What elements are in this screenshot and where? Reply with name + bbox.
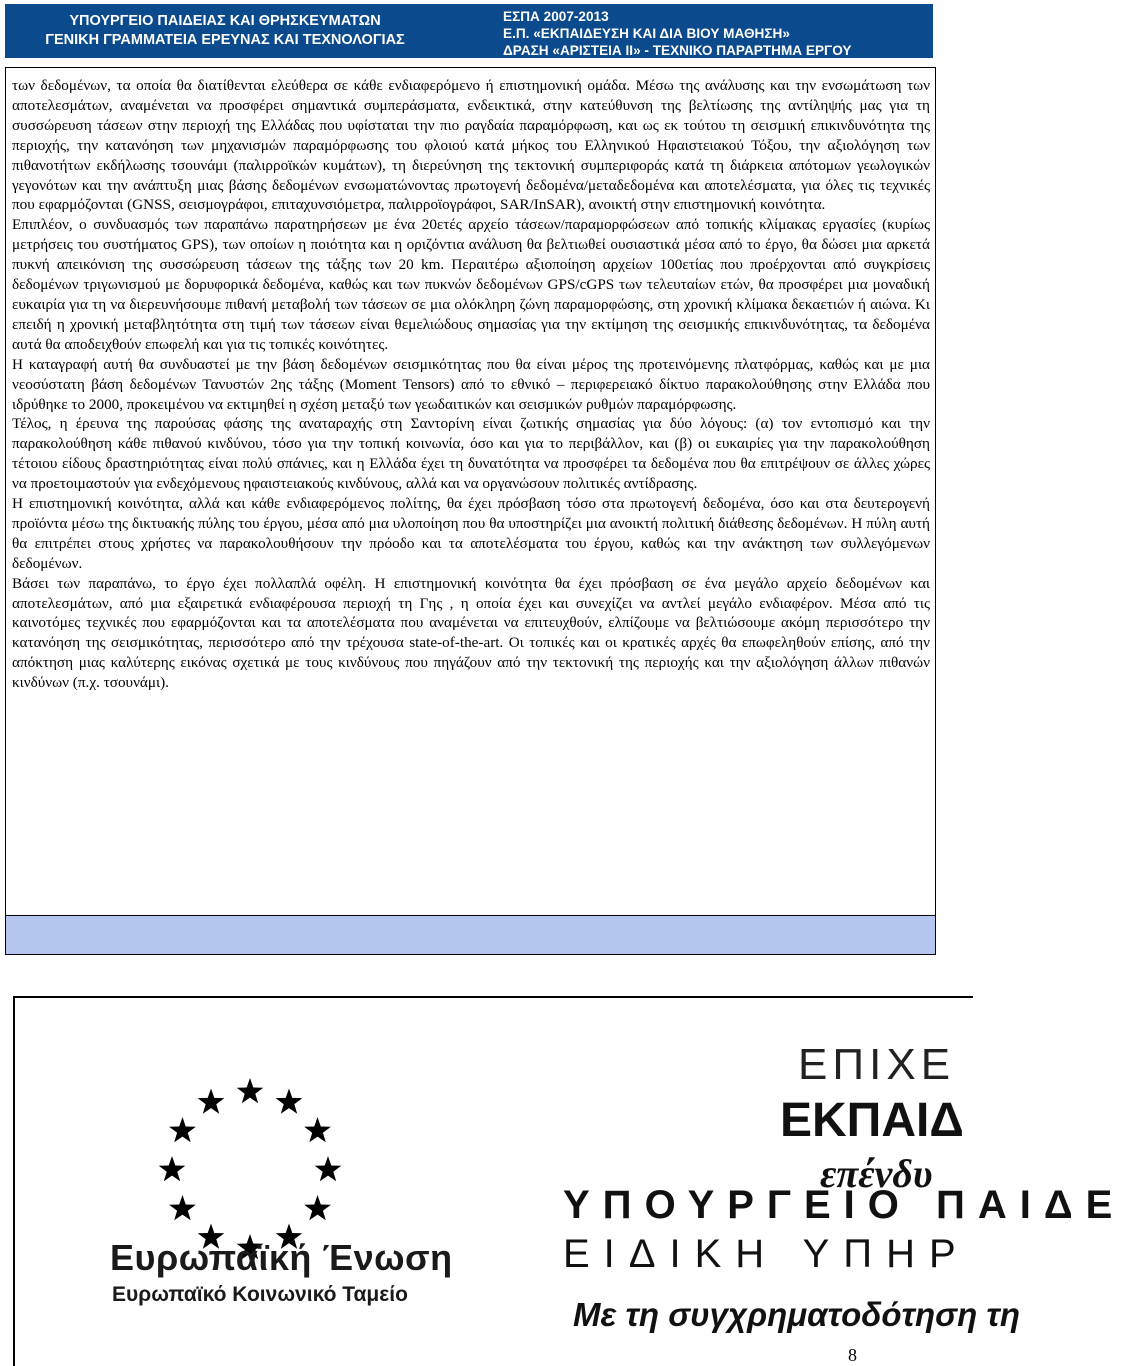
eu-star-icon — [304, 1195, 331, 1220]
eu-star-icon — [237, 1078, 264, 1103]
eu-star-icon — [169, 1117, 196, 1142]
cofunding-text: Με τη συγχρηματοδότηση τη — [573, 1296, 1021, 1333]
eu-subtitle: Ευρωπαϊκό Κοινωνικό Ταμείο — [112, 1283, 408, 1306]
logo-text-line2: ΕΚΠΑΙΔ — [780, 1094, 964, 1147]
paragraph-4: Τέλος, η έρευνα της παρούσας φάσης της αναταραχής στη Σαντορίνη είναι ζωτικής σημασίας για δύο λόγους: (α) τον εντοπισμό και την παρακολούθηση κάθε πιθανού κινδύνου, τόσο για την τοπική κοινωνία, όσο και για το περιβάλλον, και (β) οι ευκαιρίες για την παρακολούθηση τέτοιου είδους δραστηριότητας είναι πολύ σπάνιες, και η Ελλάδα έχει τη δυνατότητα να προσφέρει τα δεδομένα που θα επιτρέψουν σε άλλες χώρες να προετοιμαστούν για ενδεχόμενους ηφαιστειακούς κινδύνους, αλλά και να οργανώσουν πολιτικές αντίδρασης. — [12, 415, 930, 493]
eu-star-icon — [198, 1089, 225, 1114]
eu-star-icon — [276, 1089, 303, 1114]
paragraph-6: Βάσει των παραπάνω, το έργο έχει πολλαπλά οφέλη. Η επιστημονική κοινότητα θα έχει πρόσβαση σε ένα μεγάλο αρχείο δεδομένων και αποτελεσμάτων, από μια εξαιρετικά ενδιαφέρουσα περιοχή τη Γης , η οποία έχει και συνεχίζει να αντλεί μεγάλο ενδιαφέρον. Μέσα από τις καινοτόμες τεχνικές που εφαρμόζονται και τα αποτελέσματα που αναμένεται να επιτευχθούν, ελπίζουμε να βελτιώσουμε ακόμη περισσότερο την κατανόηση της σεισμικότητας, περισσότερο από την τρέχουσα state-of-the-art. Οι τοπικές και οι κρατικές αρχές θα επωφεληθούν επίσης, από την απόκτηση μιας καλύτερης εικόνας σχετικά με τους κινδύνους που πηγάζουν από την τεκτονική της περιοχής και την αξιολόγηση άλλων πιθανών κινδύνων (π.χ. τσουνάμι). — [12, 574, 930, 692]
logo-text-line1: ΕΠΙΧΕ — [798, 1040, 956, 1089]
header-programme-line3: ΔΡΑΣΗ «ΑΡΙΣΤΕΙΑ ΙΙ» - ΤΕΧΝΙΚΟ ΠΑΡΑΡΤΗΜΑ ΕΡΓΟΥ — [503, 43, 852, 58]
header-programme-line2: Ε.Π. «ΕΚΠΑΙΔΕΥΣΗ ΚΑΙ ΔΙΑ ΒΙΟΥ ΜΑΘΗΣΗ» — [503, 26, 790, 41]
header-ministry — [40, 12, 410, 50]
body-text-frame — [5, 67, 936, 955]
eu-star-icon — [169, 1195, 196, 1220]
ministry-logo-line1: ΥΠΟΥΡΓΕΙΟ ΠΑΙΔΕ — [563, 1183, 1125, 1227]
frame-bottom-band — [6, 915, 935, 954]
eu-star-icon — [315, 1156, 342, 1181]
header-ministry-line1: ΥΠΟΥΡΓΕΙΟ ΠΑΙΔΕΙΑΣ ΚΑΙ ΘΡΗΣΚΕΥΜΑΤΩΝ — [69, 13, 381, 29]
eu-star-icon — [159, 1156, 186, 1181]
paragraph-1: των δεδομένων, τα οποία θα διατίθενται ελεύθερα σε κάθε ενδιαφερόμενο ή επιστημονική ομάδα. Μέσω της ανάλυσης και την ενσωμάτωση των αποτελεσμάτων, αναμένεται να προσφέρει σημαντικά συμπεράσματα, ενδεικτικά, στην κατεύθυνση της βελτίωσης της αντίληψής μας για τη συσσώρευση τάσεων στην περιοχή της Ελλάδας που υφίσταται την πιο ραγδαία παραμόρφωση, και ως εκ τούτου τη σεισμική επικινδυνότητα της περιοχής, την κατανόηση των μηχανισμών παραμόρφωσης του φλοιού κατά μήκος του Ελληνικού Ηφαιστειακού Τόξου, την αξιολόγηση των πιθανοτήτων εκδήλωσης τσουνάμι (παλιρροϊκών κυμάτων), τη διερεύνηση της τεκτονική συμπεριφοράς κατά τη διάρκεια απότομων γεωλογικών γεγονότων και την ανάπτυξη μιας βάσης δεδομένων ενσωματώνοντας πρωτογενή δεδομένα/μεταδεδομένα και αποτελέσματα, για όλες τις τεχνικές που εφαρμόζονται (GNSS, σεισμογράφοι, επιταχυνσιόμετρα, παλιρροϊογράφοι, SAR/InSAR), ανοικτή στην επιστημονική κοινότητα. — [12, 77, 930, 214]
document-header — [5, 4, 933, 58]
logo-text-line3: επένδυ — [820, 1151, 933, 1196]
paragraph-3: Η καταγραφή αυτή θα συνδυαστεί με την βάση δεδομένων σεισμικότητας που θα είναι μέρος της προτεινόμενης πλατφόρμας, καθώς και με μια νεοσύστατη βάση δεδομένων Τανυστών 2ης τάξης (Moment Tensors) από το εθνικό – περιφερειακό δίκτυο παρακολούθησης στην Ελλάδα που ιδρύθηκε το 2000, προκειμένου να εκτιμηθεί η σχέση μεταξύ των γεωδαιτικών και σεισμικών ρυθμών παραμόρφωσης. — [12, 355, 930, 413]
eu-star-icon — [304, 1117, 331, 1142]
paragraph-2: Επιπλέον, ο συνδυασμός των παραπάνω παρατηρήσεων με ένα 20ετές αρχείο τάσεων/παραμορφώσεων από τοπικής κλίμακας εργασίες (κυρίως μετρήσεις του συστήματος GPS), των οποίων η ποιότητα και η οριζόντια ανάλυση θα βελτιωθεί ουσιαστικά μέσα από το έργο, θα δώσει μια αρκετά πυκνή απεικόνιση της συσσώρευση τάσεων της τάξης των 20 km. Περαιτέρω αξιοποίηση αρχείων 100ετίας που προέρχονται από συγκρίσεις δεδομένων τριγωνισμού με δορυφορικά δεδομένα, καθώς και των πυκνών δεδομένων GPS/cGPS των τελευταίων ετών, θα προσφέρει μια μοναδική ευκαιρία για τη να διερευνήσουμε πιθανή μεταβολή των τάσεων σε μια ολόκληρη ζώνη παραμορφώσης, στη χρονική κλίμακα δεκαετιών ή αιώνα. Κι επειδή η χρονική μεταβλητότητα στη τιμή των τάσεων είναι θεμελιώδους σημασίας για την εκτίμηση της σεισμικής επικινδυνότητας, τα δεδομένα αυτά θα αποδειχθούν επωφελή και για τις τοπικές κοινότητες. — [12, 216, 930, 353]
eu-title: Ευρωπαϊκή Ένωση — [110, 1237, 453, 1278]
header-ministry-line2: ΓΕΝΙΚΗ ΓΡΑΜΜΑΤΕΙΑ ΕΡΕΥΝΑΣ ΚΑΙ ΤΕΧΝΟΛΟΓΙΑΣ — [45, 32, 405, 48]
body-text — [12, 76, 930, 693]
eu-stars-icon — [159, 1078, 342, 1259]
paragraph-5: Η επιστημονική κοινότητα, αλλά και κάθε ενδιαφερόμενος πολίτης, θα έχει πρόσβαση τόσο στα πρωτογενή δεδομένα, όσο και στα δευτερογενή προϊόντα μέσω της δικτυακής πύλης του έργου, μέσα από μια υλοποίηση που θα υποστηρίζει μια ανοικτή πολιτική διάθεσης δεδομένων. Η πύλη αυτή θα επιτρέπει στους χρήστες να παρακολουθήσουν την πρόοδο και τα αποτελέσματα του έργου, καθώς και την ανάκτηση των συλλεγόμενων δεδομένων. — [12, 495, 930, 572]
header-programme — [503, 8, 851, 59]
page-number: 8 — [848, 1345, 857, 1365]
ministry-logo-line2: ΕΙΔΙΚΗ ΥΠΗΡ — [563, 1232, 970, 1276]
header-programme-line1: ΕΣΠΑ 2007-2013 — [503, 9, 609, 24]
